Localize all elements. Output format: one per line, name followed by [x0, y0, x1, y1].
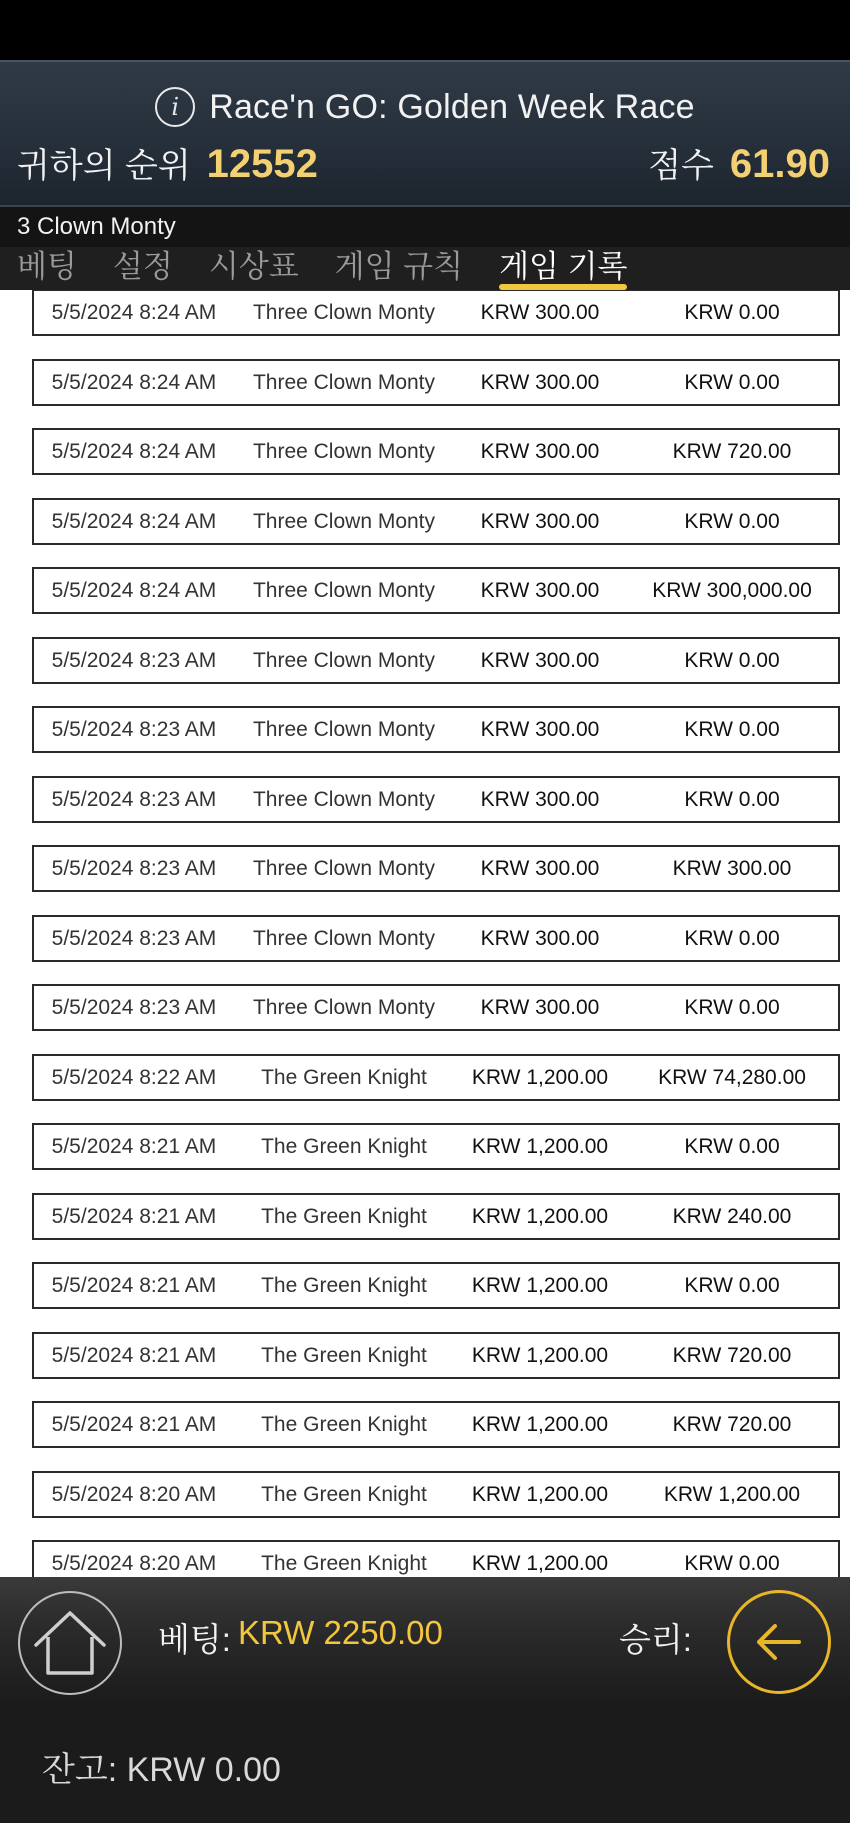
history-date: 5/5/2024 8:24 AM — [51, 578, 217, 602]
history-date: 5/5/2024 8:21 AM — [51, 1343, 217, 1367]
score-value: 61.90 — [729, 142, 830, 186]
history-game: Three Clown Monty — [252, 717, 436, 741]
history-game: Three Clown Monty — [252, 648, 436, 672]
promo-title-row[interactable] — [0, 84, 850, 130]
history-game: The Green Knight — [261, 1343, 427, 1367]
history-bet: KRW 300.00 — [480, 509, 600, 533]
history-date: 5/5/2024 8:20 AM — [51, 1551, 217, 1575]
history-bet: KRW 300.00 — [480, 787, 600, 811]
info-icon[interactable]: i — [155, 87, 195, 127]
history-game: Three Clown Monty — [252, 787, 436, 811]
promo-header — [0, 60, 850, 207]
history-bet: KRW 300.00 — [480, 370, 600, 394]
history-win: KRW 1,200.00 — [663, 1482, 801, 1506]
history-bet: KRW 300.00 — [480, 717, 600, 741]
history-bet: KRW 1,200.00 — [471, 1482, 609, 1506]
status-bar — [0, 0, 850, 60]
game-history-list[interactable] — [0, 290, 850, 1577]
history-bet: KRW 300.00 — [480, 995, 600, 1019]
history-bet: KRW 1,200.00 — [471, 1273, 609, 1297]
history-game: The Green Knight — [261, 1273, 427, 1297]
history-bet: KRW 1,200.00 — [471, 1065, 609, 1089]
history-bet: KRW 300.00 — [480, 300, 600, 324]
history-game: Three Clown Monty — [252, 995, 436, 1019]
history-row[interactable] — [32, 1123, 840, 1170]
tab-game-history[interactable]: 게임 기록 — [499, 247, 627, 290]
history-row[interactable] — [32, 1262, 840, 1309]
history-date: 5/5/2024 8:21 AM — [51, 1204, 217, 1228]
history-date: 5/5/2024 8:24 AM — [51, 370, 217, 394]
history-row[interactable] — [32, 567, 840, 614]
total-bet-value: KRW 2250.00 — [238, 1614, 443, 1651]
history-date: 5/5/2024 8:23 AM — [51, 995, 217, 1019]
history-bet: KRW 1,200.00 — [471, 1204, 609, 1228]
history-win: KRW 0.00 — [684, 300, 780, 324]
history-date: 5/5/2024 8:22 AM — [51, 1065, 217, 1089]
win-label: 승리: — [619, 1621, 692, 1658]
history-win: KRW 720.00 — [672, 1343, 792, 1367]
history-win: KRW 300,000.00 — [652, 578, 812, 602]
history-bet: KRW 1,200.00 — [471, 1134, 609, 1158]
history-win: KRW 0.00 — [684, 787, 780, 811]
tab-settings[interactable]: 설정 — [112, 249, 173, 284]
history-date: 5/5/2024 8:24 AM — [51, 509, 217, 533]
history-date: 5/5/2024 8:23 AM — [51, 926, 217, 950]
promo-title: Race'n GO: Golden Week Race — [209, 87, 695, 126]
history-row[interactable] — [32, 1193, 840, 1240]
history-row[interactable] — [32, 1332, 840, 1379]
history-game: The Green Knight — [261, 1134, 427, 1158]
history-date: 5/5/2024 8:23 AM — [51, 717, 217, 741]
history-row[interactable] — [32, 290, 840, 336]
history-win: KRW 0.00 — [684, 648, 780, 672]
history-bet: KRW 300.00 — [480, 648, 600, 672]
rank — [17, 138, 318, 187]
history-date: 5/5/2024 8:24 AM — [51, 439, 217, 463]
history-win: KRW 300.00 — [672, 856, 792, 880]
history-row[interactable] — [32, 1540, 840, 1577]
history-bet: KRW 300.00 — [480, 856, 600, 880]
history-row[interactable] — [32, 637, 840, 684]
history-game: Three Clown Monty — [252, 300, 436, 324]
history-game: The Green Knight — [261, 1412, 427, 1436]
score — [648, 138, 830, 187]
history-win: KRW 720.00 — [672, 1412, 792, 1436]
history-game: The Green Knight — [261, 1204, 427, 1228]
history-row[interactable] — [32, 1471, 840, 1518]
arrow-left-icon — [749, 1612, 809, 1672]
history-game: Three Clown Monty — [252, 439, 436, 463]
history-date: 5/5/2024 8:23 AM — [51, 787, 217, 811]
history-game: Three Clown Monty — [252, 926, 436, 950]
history-win: KRW 240.00 — [672, 1204, 792, 1228]
tab-bet[interactable]: 베팅 — [17, 249, 77, 284]
menu-tabs — [0, 247, 850, 290]
history-row[interactable] — [32, 359, 840, 406]
history-date: 5/5/2024 8:20 AM — [51, 1482, 217, 1506]
history-win: KRW 0.00 — [684, 1551, 780, 1575]
home-icon — [28, 1601, 112, 1685]
rank-value: 12552 — [206, 142, 318, 186]
history-row[interactable] — [32, 1054, 840, 1101]
history-date: 5/5/2024 8:23 AM — [51, 648, 217, 672]
total-bet-label: 베팅: — [158, 1621, 231, 1658]
history-row[interactable] — [32, 915, 840, 962]
history-row[interactable] — [32, 428, 840, 475]
history-win: KRW 0.00 — [684, 370, 780, 394]
balance-bar — [0, 1700, 850, 1823]
history-row[interactable] — [32, 706, 840, 753]
history-row[interactable] — [32, 845, 840, 892]
history-bet: KRW 300.00 — [480, 578, 600, 602]
history-win: KRW 0.00 — [684, 717, 780, 741]
history-game: Three Clown Monty — [252, 856, 436, 880]
history-win: KRW 720.00 — [672, 439, 792, 463]
history-game: Three Clown Monty — [252, 370, 436, 394]
game-name: 3 Clown Monty — [0, 207, 850, 247]
history-row[interactable] — [32, 1401, 840, 1448]
history-date: 5/5/2024 8:24 AM — [51, 300, 217, 324]
rank-label: 귀하의 순위 — [17, 147, 191, 185]
history-game: Three Clown Monty — [252, 578, 436, 602]
tab-paytable[interactable]: 시상표 — [208, 249, 299, 284]
history-game: The Green Knight — [261, 1482, 427, 1506]
bottom-bar — [0, 1577, 850, 1700]
score-label: 점수 — [648, 147, 714, 185]
history-bet: KRW 1,200.00 — [471, 1412, 609, 1436]
history-bet: KRW 1,200.00 — [471, 1343, 609, 1367]
history-win: KRW 0.00 — [684, 1134, 780, 1158]
history-game: The Green Knight — [261, 1551, 427, 1575]
history-win: KRW 0.00 — [684, 995, 780, 1019]
home-button[interactable] — [18, 1591, 122, 1695]
history-win: KRW 0.00 — [684, 509, 780, 533]
back-button[interactable] — [727, 1590, 831, 1694]
balance-text: 잔고: KRW 0.00 — [42, 1751, 281, 1789]
history-date: 5/5/2024 8:23 AM — [51, 856, 217, 880]
history-game: The Green Knight — [261, 1065, 427, 1089]
history-win: KRW 0.00 — [684, 926, 780, 950]
history-bet: KRW 1,200.00 — [471, 1551, 609, 1575]
history-date: 5/5/2024 8:21 AM — [51, 1273, 217, 1297]
history-bet: KRW 300.00 — [480, 439, 600, 463]
history-win: KRW 0.00 — [684, 1273, 780, 1297]
history-date: 5/5/2024 8:21 AM — [51, 1412, 217, 1436]
history-row[interactable] — [32, 984, 840, 1031]
history-row[interactable] — [32, 776, 840, 823]
history-row[interactable] — [32, 498, 840, 545]
history-win: KRW 74,280.00 — [658, 1065, 806, 1089]
tab-game-rules[interactable]: 게임 규칙 — [334, 249, 464, 284]
history-date: 5/5/2024 8:21 AM — [51, 1134, 217, 1158]
history-game: Three Clown Monty — [252, 509, 436, 533]
history-bet: KRW 300.00 — [480, 926, 600, 950]
